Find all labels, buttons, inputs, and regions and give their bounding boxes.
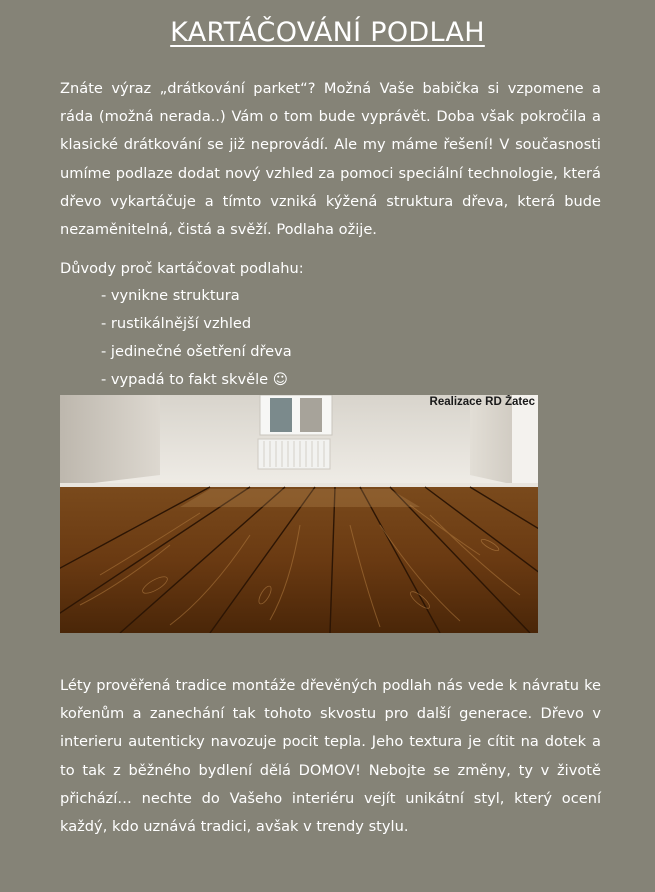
reason-item: - rustikálnější vzhled: [101, 315, 252, 332]
reason-item: - jedinečné ošetření dřeva: [101, 343, 292, 360]
reason-item: - vynikne struktura: [101, 287, 240, 304]
outro-paragraph: Léty prověřená tradice montáže dřevěných podlah nás vede k návratu ke kořenům a zanechání tak tohoto skvostu pro další generace. Dřevo v interieru autenticky navozuje pocit tepla. Jeho textura je cítit na dotek a to tak z běžného bydlení dělá DOMOV! Nebojte se změny, ty v životě přichází… nechte do Vašeho interiéru vejít unikátní styl, který ocení každý, kdo uznává tradici, avšak v trendy stylu.: [60, 677, 601, 836]
floor-photo: [60, 395, 538, 633]
intro-paragraph: Znáte výraz „drátkování parket“? Možná Vaše babička si vzpomene a ráda (možná nerada..) Vám o tom bude vyprávět. Doba však pokročila a klasické drátkování se již neprovádí. Ale my máme řešení! V současnosti umíme podlaze dodat nový vzhled za pomoci speciální technologie, která dřevo vykartáčuje a tímto vzniká kýžená struktura dřeva, která bude nezaměnitelná, čistá a svěží. Podlaha ožije.: [60, 80, 601, 239]
wooden-floor-illustration: [60, 395, 538, 633]
reasons-heading: Důvody proč kartáčovat podlahu:: [60, 260, 304, 277]
reasons-list: [101, 282, 292, 394]
page-title: KARTÁČOVÁNÍ PODLAH: [170, 17, 485, 48]
reason-item: - vypadá to fakt skvěle ☺: [101, 371, 288, 388]
photo-caption: Realizace RD Žatec: [429, 396, 535, 408]
